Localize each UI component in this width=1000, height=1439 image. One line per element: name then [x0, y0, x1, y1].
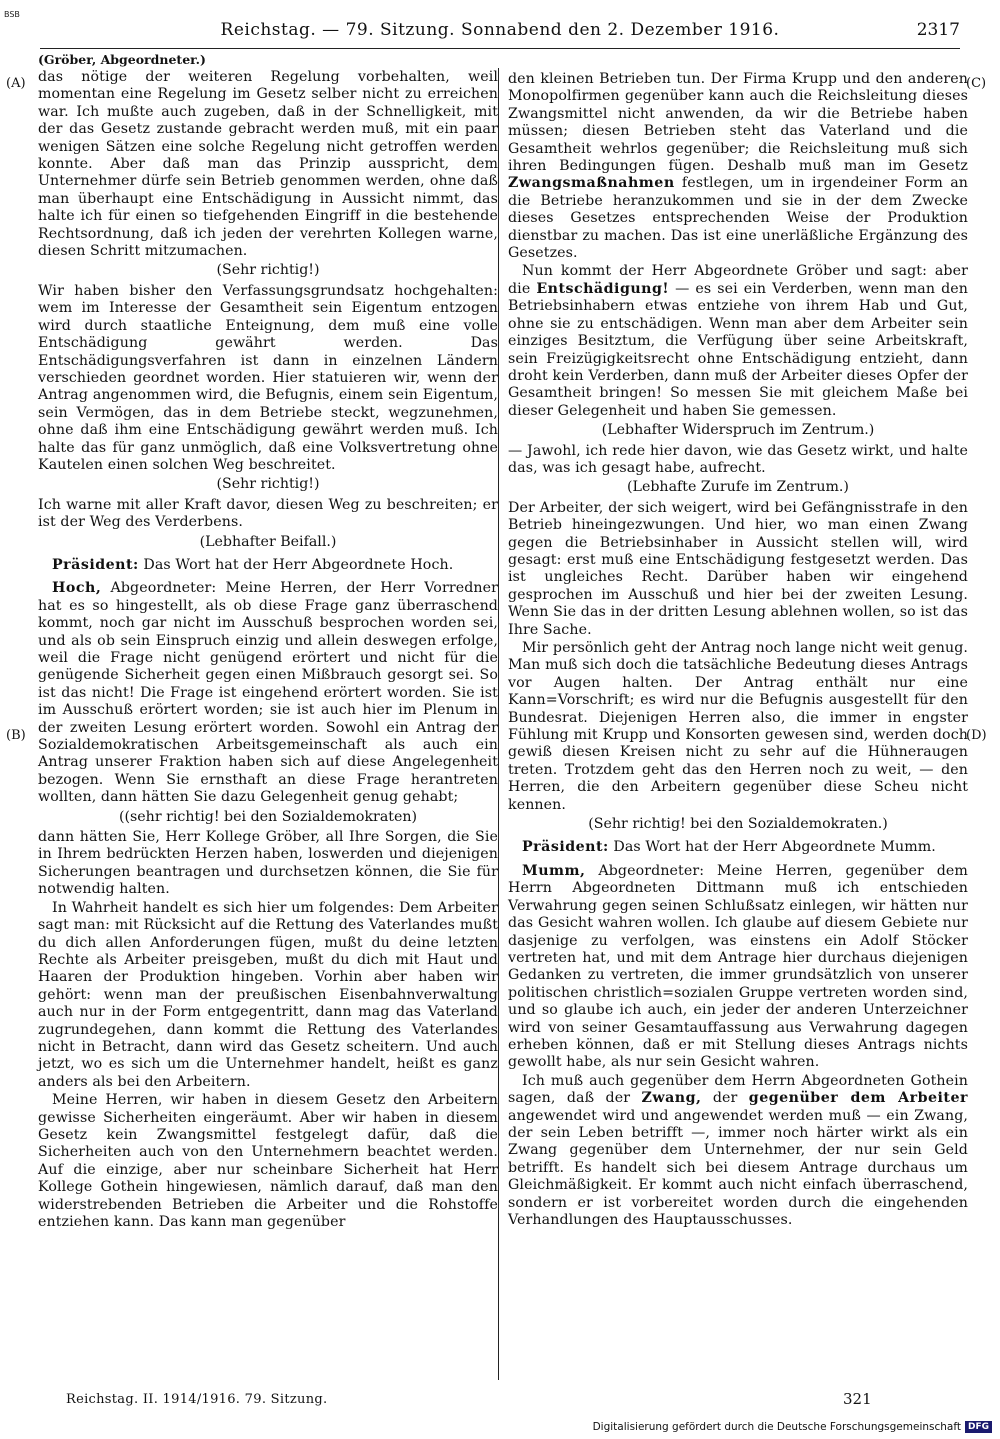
footer-signature: Reichstag. II. 1914/1916. 79. Sitzung. [66, 1392, 328, 1407]
interjection: (Sehr richtig!) [216, 262, 320, 279]
paragraph [508, 1073, 968, 1230]
page-header [40, 18, 960, 49]
header-title: Reichstag. — 79. Sitzung. Sonnabend den 2. Dezember 1916. [220, 20, 780, 40]
interjection: (Lebhafter Widerspruch im Zentrum.) [601, 422, 875, 439]
paragraph-text: festlegen, um in irgendeiner Form an die Betriebe heranzukommen und sie in der dem Zwecke dieses Gesetzes entsprechenden Weise der Produktion dienstbar zu machen. Das ist eine unerläßliche Ergänzung des Gesetzes. [508, 175, 968, 262]
speaker-name: Präsident: [52, 556, 139, 573]
paragraph-text: — es sei ein Verderben, wenn man den Betriebsinhabern etwas entziehe von ihrem Hab und Gut, ohne sie zu entschädigen. Wenn man aber dem Arbeiter sein einziges Besitztum, die Verfügung über seine Arbeitskraft, sein Freizügigkeitsrecht ohne Entschädigung entzieht, dann droht kein Verderben, dann muß der Arbeiter dieses Opfer der Gesamtheit bringen! So messen Sie mit gleichem Maße bei dieser Gelegenheit und haben Sie gemessen. [508, 280, 968, 419]
speaker-tag: (Gröber, Abgeordneter.) [38, 52, 206, 67]
speaker-name: Präsident: [522, 839, 609, 856]
paragraph-text: Das Wort hat der Herr Abgeordnete Mumm. [613, 839, 936, 856]
paragraph: Mir persönlich geht der Antrag noch lange nicht weit genug. Man muß sich doch die tatsächliche Bedeutung dieses Antrags vor Augen halten. Der Antrag enthält nur eine Kann=Vorschrift; es wird nur die Befugnis ausgestellt für den Bundesrat. Diejenigen Herren also, die immer in engster Fühlung mit Krupp und Konsorten gewesen sind, werden doch gewiß diesen Kreisen nicht zu sehr auf die Hühneraugen treten. Trotzdem geht das den Herren noch zu weit, — den Herren, die den Arbeitern gegenüber diese Scheu nicht kennen. [508, 640, 968, 813]
footer-page-number: 321 [843, 1390, 872, 1408]
margin-mark-b: (B) [6, 728, 26, 743]
emphasis: Zwangsmaßnahmen [508, 175, 675, 192]
paragraph: Meine Herren, wir haben in diesem Gesetz den Arbeitern gewisse Sicherheiten eingeräumt. Aber wir haben in diesem Gesetz kein Zwangsmittel festgelegt dafür, daß die Sicherheiten auch von den Unternehmern beachtet werden. Auf die einzige, aber nur scheinbare Sicherheit hat Herr Kollege Gothein hingewiesen, nämlich darauf, daß man den widerstrebenden Betrieben die Arbeiter und die Rohstoffe entziehen kann. Das kann man gegenüber [38, 1092, 498, 1230]
interjection: (Lebhafter Beifall.) [199, 533, 337, 550]
emphasis: gegenüber dem Arbeiter [748, 1090, 968, 1107]
paragraph: In Wahrheit handelt es sich hier um folgendes: Dem Arbeiter sagt man: mit Rücksicht auf die Rettung des Vaterlandes mußt du dich allen Anforderungen fügen, mußt du deine letzten Rechte als Arbeiter preisgeben, mußt du dich mit Haut und Haaren der Produktion hingeben. Vorhin aber haben wir gehört: wenn man der preußischen Eisenbahnverwaltung auch nur in der Form entgegentritt, dann mag das Vaterland zugrundegehen, dann kommt die Rettung des Vaterlandes nicht in Betracht, dann wird das Gesetz scheitern. Und auch jetzt, wo es sich um die Unternehmer handelt, heißt es ganz anders als bei den Arbeitern. [38, 899, 498, 1090]
speaker-name: Mumm, [522, 862, 586, 879]
left-column [38, 50, 498, 1389]
paragraph: dann hätten Sie, Herr Kollege Gröber, all Ihre Sorgen, die Sie in Ihrem bedrückten Herzen haben, loswerden und diejenigen Sicherungen beantragen und durchsetzen können, die Sie für notwendig halten. [38, 829, 498, 898]
mumm-paragraph [508, 863, 968, 1072]
speaker-name: Hoch, [52, 580, 102, 597]
margin-mark-a: (A) [6, 76, 26, 91]
hoch-paragraph [38, 580, 498, 806]
president-paragraph [38, 557, 498, 574]
paragraph [508, 71, 968, 262]
paragraph-text: Nun kommt der Herr Abgeordnete Gröber und sagt: aber die [508, 263, 968, 297]
interjection: (Sehr richtig! bei den Sozialdemokraten.) [588, 816, 888, 833]
president-paragraph [508, 839, 968, 856]
paragraph: Wir haben bisher den Verfassungsgrundsatz hochgehalten: wem im Interesse der Gesamtheit sein Eigentum entzogen wird durch staatliche Enteignung, dem muß eine volle Entschädigung gewährt werden. Das Entschädigungsverfahren ist dann in einzelnen Ländern verschieden geordnet worden. Hier statuieren wir, wenn der Antrag angenommen wird, die Befugnis, einem sein Eigentum, sein Vermögen, das in dem Betriebe steckt, wegzunehmen, ohne daß ihm eine Entschädigung gewährt werden muß. Ich halte das für ganz unmöglich, daß eine Volksvertretung ohne Kautelen einen solchen Weg beschreitet. [38, 282, 498, 473]
margin-mark-c: (C) [966, 76, 987, 91]
emphasis: Zwang, [641, 1090, 702, 1107]
paragraph-text: Abgeordneter: Meine Herren, gegenüber dem Herrn Abgeordneten Dittmann muß ich entschieden Verwahrung gegen seinen Schlußsatz einlegen, wir hätten nur das Gesicht wahren wollen. Ich glaube auf diesem Gebiete nur dasjenige zu verfolgen, was einstens ein Adolf Stöcker vertreten hat, und mit dem Antrage hier durchaus diejenigen Gedanken zu vertreten, die immer grundsätzlich von unserer politischen christlich=sozialen Gruppe vertreten worden sind, und so glaube ich auch, ein jeder der anderen Unterzeichner wird von seiner Gesamtauffassung aus Verwahrung dagegen erheben können, daß er mit Stellung dieses Antrags nichts gewollt habe, als nur sein Gesicht wahren. [508, 862, 968, 1071]
emphasis: Entschädigung! [536, 280, 670, 297]
paragraph [508, 263, 968, 420]
margin-mark-d: (D) [966, 728, 987, 743]
header-page-number: 2317 [916, 20, 960, 40]
paragraph: Der Arbeiter, der sich weigert, wird bei Gefängnisstrafe in den Betrieb hineingezwungen. Und hier, wo man einen Zwang gegen die Betriebsinhaber in Aussicht stellen will, wird gesagt: erst muß eine Entschädigung festgesetzt werden. Das ist ungleiches Recht. Darüber haben wir eingehend gesprochen im Ausschuß und hier bei der zweiten Lesung. Wenn Sie das in der dritten Lesung ablehnen wollen, so ist das Ihre Sache. [508, 499, 968, 638]
right-column [508, 50, 968, 1389]
interjection: (Lebhafte Zurufe im Zentrum.) [627, 479, 849, 496]
paragraph-text: Abgeordneter: Meine Herren, der Herr Vorredner hat es so hingestellt, als ob diese Frage ganz überraschend kommt, noch gar nicht im Ausschuß besprochen worden sei, und als ob sein Einspruch einzig und allein deswegen erfolge, weil die Frage nicht genügend erörtert und nicht für die genügende Sicherheit gegen einen Mißbrauch gesorgt sei. So ist das nicht! Die Frage ist eingehend erörtert worden. Sie ist im Ausschuß erörtert worden; sie ist auch hier im Plenum in der zweiten Lesung erörtert worden. Sowohl ein Antrag der Sozialdemokratischen Arbeitsgemeinschaft als auch ein Antrag unserer Fraktion haben sich auf diese Angelegenheit bezogen. Wenn Sie ernsthaft an diese Frage herantreten wollten, dann hätten Sie dazu Gelegenheit genug gehabt; [38, 580, 498, 806]
paragraph: das nötige der weiteren Regelung vorbehalten, weil momentan eine Regelung im Gesetz selber nicht zu erreichen war. Ich mußte auch zugeben, daß in der Schnelligkeit, mit der das Gesetz zustande gebracht werden muß, mit ein paar wenigen Sätzen eine solche Regelung nicht getroffen werden konnte. Aber daß man das Prinzip ausspricht, dem Unternehmer dürfe sein Betrieb genommen werden, ohne daß man überhaupt eine Entschädigung in Aussicht nimmt, das halte ich für einen so tiefgehenden Eingriff in die bestehende Rechtsordnung, daß ich jeden der verehrten Kollegen warne, diesen Schritt mitzumachen. [38, 69, 498, 260]
paragraph-text: Das Wort hat der Herr Abgeordnete Hoch. [143, 556, 454, 573]
paragraph-text: angewendet wird und angewendet werden muß — ein Zwang, der sein Leben betrifft —, immer noch härter wirkt als ein Zwang gegenüber dem Unternehmer, der nur sein Geld betrifft. Es handelt sich bei diesem Antrage durchaus um Gleichmäßigkeit. Er kommt auch nicht einfach überraschend, sondern er ist vorbereitet worden durch die eingehenden Verhandlungen des Hauptausschusses. [508, 1107, 968, 1228]
paragraph-text: Ich muß auch gegenüber dem Herrn Abgeordneten Gothein sagen, daß der [508, 1072, 968, 1107]
column-divider [498, 68, 499, 1380]
interjection: ((sehr richtig! bei den Sozialdemokraten) [118, 808, 418, 825]
paragraph: Ich warne mit aller Kraft davor, diesen Weg zu beschreiten; er ist der Weg des Verderbens. [38, 496, 498, 531]
dfg-credit [593, 1421, 992, 1433]
paragraph: — Jawohl, ich rede hier davon, wie das Gesetz wirkt, und halte das, was ich gesagt habe, aufrecht. [508, 442, 968, 476]
library-mark: BSB [4, 10, 20, 19]
dfg-logo: DFG [965, 1421, 992, 1433]
credit-text: Digitalisierung gefördert durch die Deutsche Forschungsgemeinschaft [592, 1421, 961, 1433]
interjection: (Sehr richtig!) [216, 476, 320, 493]
paragraph-text: der [712, 1090, 738, 1107]
paragraph-text: den kleinen Betrieben tun. Der Firma Krupp und den anderen Monopolfirmen gegenüber kann auch die Reichsleitung dieses Zwangsmittel nicht anwenden, da wir die Betriebe haben müssen; diesen Betrieben steht das Vaterland und die Gesamtheit wehrlos gegenüber; die Reichsleitung muß sich ihren Bedingungen fügen. Deshalb muß man im Gesetz [508, 71, 968, 175]
